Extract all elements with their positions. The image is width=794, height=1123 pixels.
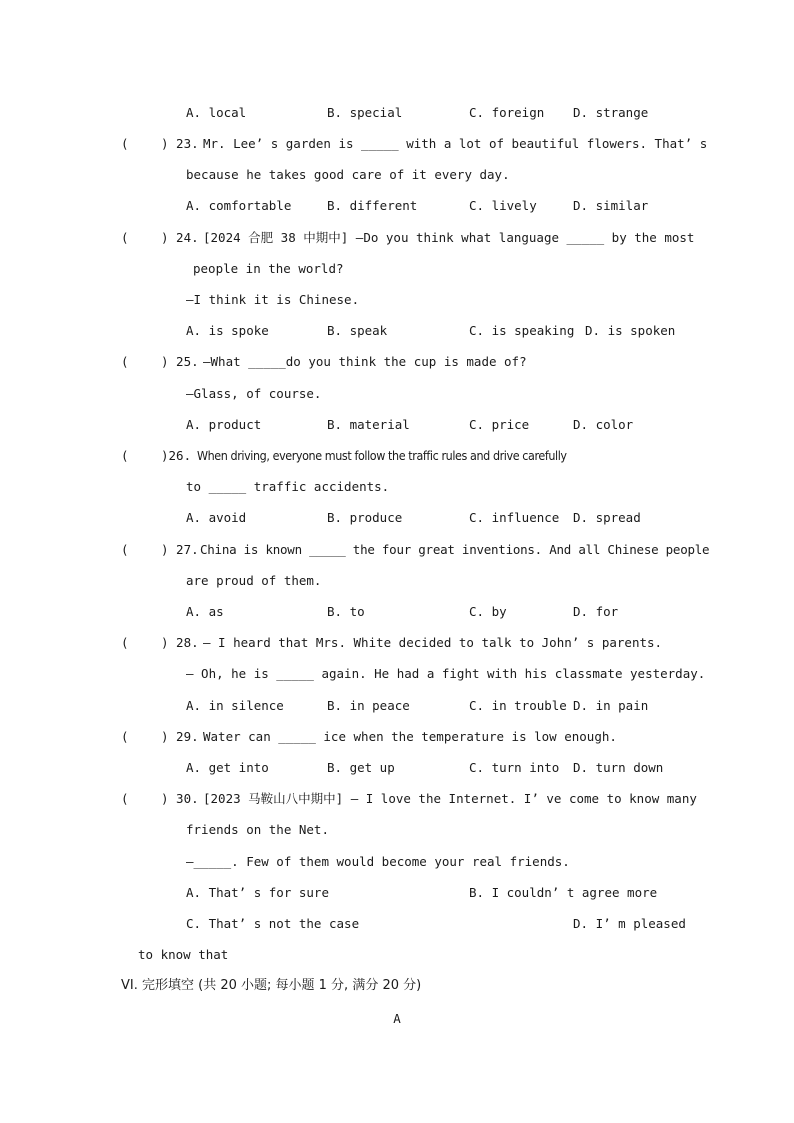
- q25-answer-paren[interactable]: (: [121, 354, 129, 369]
- q27-option-c[interactable]: C. by: [469, 604, 507, 619]
- q23-option-a[interactable]: A. comfortable: [186, 198, 292, 213]
- q24-stem-line3: —I think it is Chinese.: [186, 292, 360, 307]
- q30-stem-line3: —_____. Few of them would become your real friends.: [186, 854, 570, 869]
- q25-option-c[interactable]: C. price: [469, 417, 530, 432]
- q22-option-a[interactable]: A. local: [186, 105, 247, 120]
- q29-option-a[interactable]: A. get into: [186, 760, 269, 775]
- q23-answer-paren[interactable]: (: [121, 136, 129, 151]
- q26-stem-line1: When driving, everyone must follow the traffic rules and drive carefully: [197, 448, 567, 463]
- q30-stem-line2: friends on the Net.: [186, 822, 329, 837]
- q25-stem-line2: —Glass, of course.: [186, 386, 322, 401]
- q24-option-c[interactable]: C. is speaking: [469, 323, 575, 338]
- q26-option-a[interactable]: A. avoid: [186, 510, 247, 525]
- q26-option-d[interactable]: D. spread: [573, 510, 641, 525]
- section-title: VI. 完形填空 (共 20 小题; 每小题 1 分, 满分 20 分): [121, 978, 422, 993]
- q24-stem-line1: [2024 合肥 38 中期中] —Do you think what language _____ by the most: [203, 230, 695, 245]
- q30-option-d[interactable]: D. I’ m pleased: [573, 916, 686, 931]
- q23-option-c[interactable]: C. lively: [469, 198, 537, 213]
- q29-option-d[interactable]: D. turn down: [573, 760, 664, 775]
- q30-option-a[interactable]: A. That’ s for sure: [186, 885, 329, 900]
- q22-option-d[interactable]: D. strange: [573, 105, 649, 120]
- q25-number: ) 25.: [161, 354, 199, 369]
- q22-option-b[interactable]: B. special: [327, 105, 403, 120]
- q23-stem-line1: Mr. Lee’ s garden is _____ with a lot of beautiful flowers. That’ s: [203, 136, 708, 151]
- q26-number: )26.: [161, 448, 192, 463]
- q28-option-c[interactable]: C. in trouble: [469, 698, 567, 713]
- q26-answer-paren[interactable]: (: [121, 448, 129, 463]
- q27-stem-line1: China is known _____ the four great inventions. And all Chinese people: [200, 542, 710, 557]
- q29-number: ) 29.: [161, 729, 199, 744]
- q28-option-a[interactable]: A. in silence: [186, 698, 284, 713]
- q30-answer-paren[interactable]: (: [121, 791, 129, 806]
- q27-option-b[interactable]: B. to: [327, 604, 365, 619]
- q24-answer-paren[interactable]: (: [121, 230, 129, 245]
- q26-option-c[interactable]: C. influence: [469, 510, 560, 525]
- q29-stem-line1: Water can _____ ice when the temperature is low enough.: [203, 729, 617, 744]
- q27-stem-line2: are proud of them.: [186, 573, 322, 588]
- q30-option-c[interactable]: C. That’ s not the case: [186, 916, 360, 931]
- q27-number: ) 27.: [161, 542, 199, 557]
- q24-option-d[interactable]: D. is spoken: [585, 323, 676, 338]
- q23-option-d[interactable]: D. similar: [573, 198, 649, 213]
- q25-option-a[interactable]: A. product: [186, 417, 262, 432]
- q28-answer-paren[interactable]: (: [121, 635, 129, 650]
- q28-stem-line2: — Oh, he is _____ again. He had a fight with his classmate yesterday.: [186, 666, 706, 681]
- q24-option-b[interactable]: B. speak: [327, 323, 388, 338]
- q26-stem-line2: to _____ traffic accidents.: [186, 479, 390, 494]
- q28-option-b[interactable]: B. in peace: [327, 698, 410, 713]
- q24-number: ) 24.: [161, 230, 199, 245]
- q30-option-d-continuation: to know that: [138, 947, 229, 962]
- q29-option-b[interactable]: B. get up: [327, 760, 395, 775]
- q23-number: ) 23.: [161, 136, 199, 151]
- q29-option-c[interactable]: C. turn into: [469, 760, 560, 775]
- q27-option-a[interactable]: A. as: [186, 604, 224, 619]
- q25-option-b[interactable]: B. material: [327, 417, 410, 432]
- q25-option-d[interactable]: D. color: [573, 417, 634, 432]
- q28-stem-line1: — I heard that Mrs. White decided to talk to John’ s parents.: [203, 635, 663, 650]
- q23-option-b[interactable]: B. different: [327, 198, 418, 213]
- q30-option-b[interactable]: B. I couldn’ t agree more: [469, 885, 658, 900]
- q24-option-a[interactable]: A. is spoke: [186, 323, 269, 338]
- q28-option-d[interactable]: D. in pain: [573, 698, 649, 713]
- q30-number: ) 30.: [161, 791, 199, 806]
- q29-answer-paren[interactable]: (: [121, 729, 129, 744]
- q24-stem-line2: people in the world?: [193, 261, 344, 276]
- q27-option-d[interactable]: D. for: [573, 604, 619, 619]
- q22-option-c[interactable]: C. foreign: [469, 105, 545, 120]
- q25-stem-line1: —What _____do you think the cup is made of?: [203, 354, 527, 369]
- q26-option-b[interactable]: B. produce: [327, 510, 403, 525]
- q23-stem-line2: because he takes good care of it every day.: [186, 167, 510, 182]
- part-label: A: [393, 1011, 401, 1026]
- q30-stem-line1: [2023 马鞍山八中期中] — I love the Internet. I’ ve come to know many: [203, 791, 697, 806]
- q28-number: ) 28.: [161, 635, 199, 650]
- q27-answer-paren[interactable]: (: [121, 542, 129, 557]
